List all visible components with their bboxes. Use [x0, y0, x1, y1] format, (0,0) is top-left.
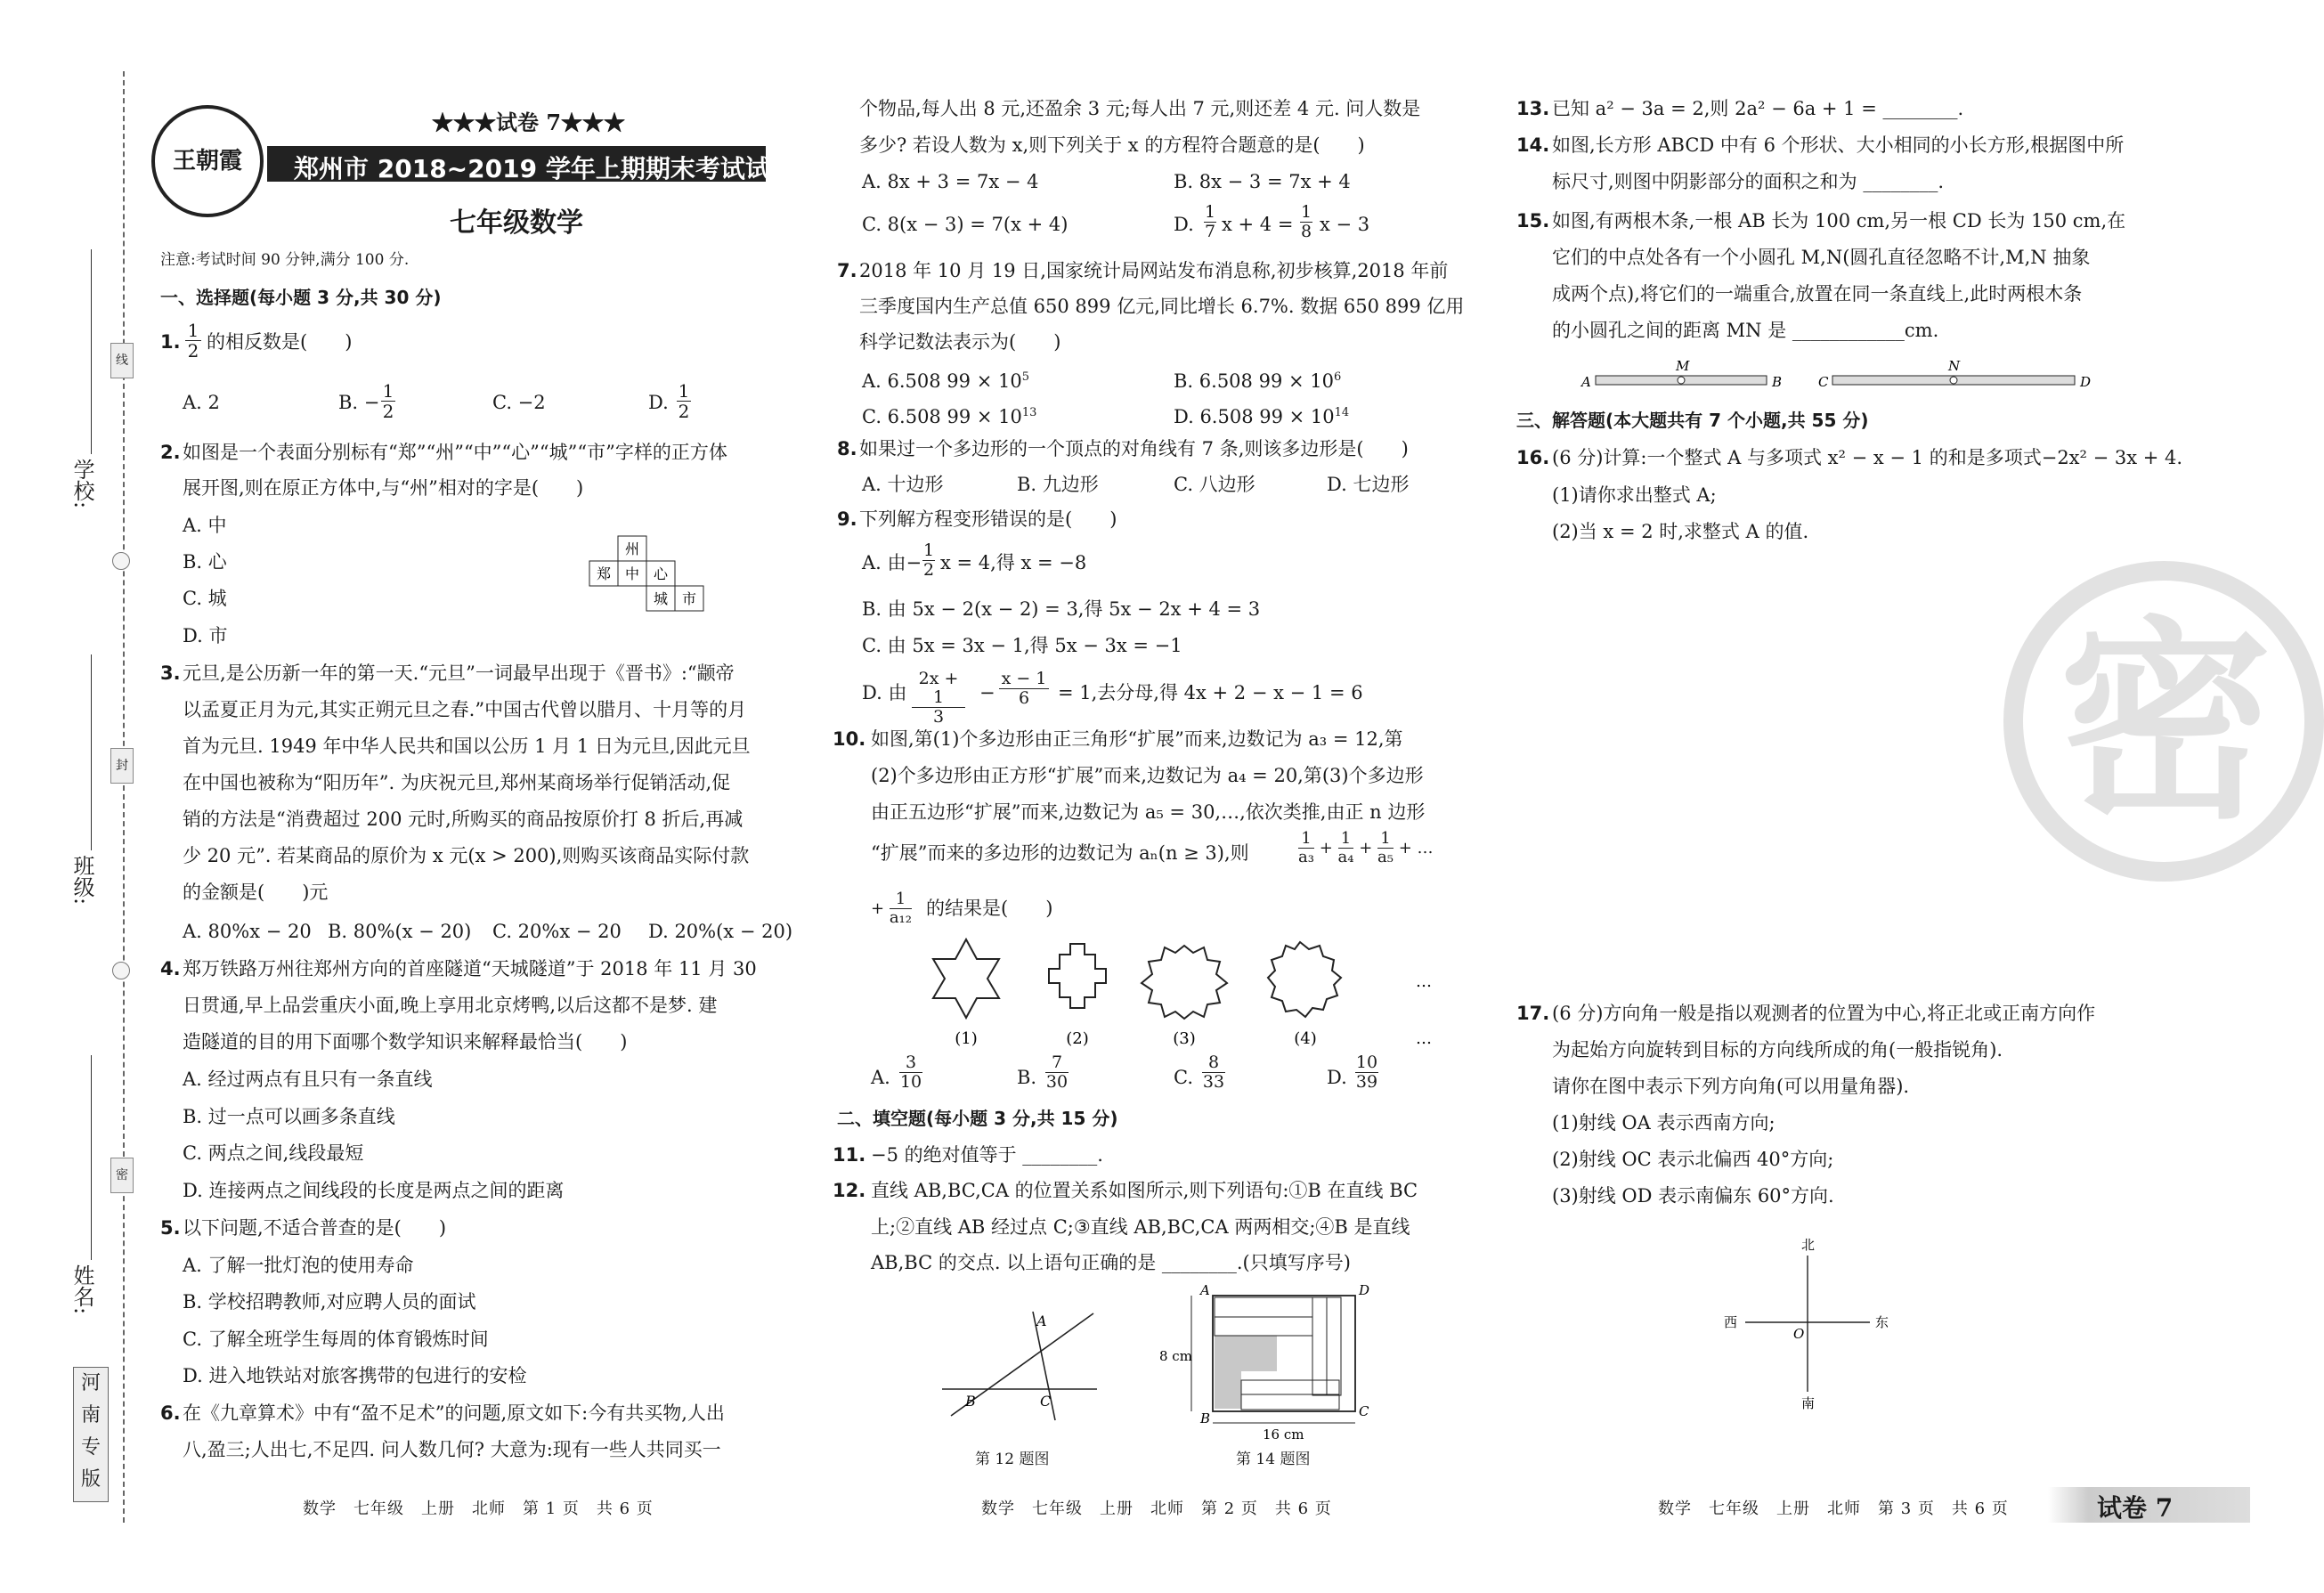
q11-number: 11. [833, 1144, 866, 1166]
net-cell-cheng: 城 [653, 590, 669, 607]
region-char: 河 [80, 1372, 101, 1394]
q10-tail: 的结果是( ) [926, 898, 1053, 919]
q14-number: 14. [1516, 134, 1550, 156]
q9-text: 下列解方程变形错误的是( ) [859, 508, 1117, 530]
q15-number: 15. [1516, 210, 1550, 232]
q9-d-fraction-2: x − 1 6 [999, 670, 1049, 708]
q8-option-a: A. 十边形 [862, 474, 944, 495]
q2-option-d: D. 市 [183, 625, 228, 646]
polygon-label-1: (1) [955, 1029, 978, 1048]
q1-text: 的相反数是( ) [207, 331, 353, 353]
q3-number: 3. [160, 662, 181, 684]
q15-line-4: 的小圆孔之间的距离 MN 是 ____________cm. [1552, 320, 1939, 341]
q1-frac-den: 2 [187, 340, 199, 362]
net-cell-zhong: 中 [624, 565, 640, 582]
name-label: 姓名: [69, 1264, 94, 1315]
q2-option-c: C. 城 [183, 588, 227, 609]
series-label: ★★★试卷 7★★★ [432, 110, 626, 135]
net-cell-xin: 心 [653, 565, 669, 582]
net-cell-shi: 市 [681, 590, 697, 607]
q15-line-2: 它们的中点处各有一个小圆孔 M,N(圆孔直径忽略不计,M,N 抽象 [1552, 247, 2091, 268]
fig12-lines [935, 1304, 1104, 1429]
net-cell-zheng: 郑 [596, 565, 612, 582]
q10-option-a: A. [871, 1067, 890, 1088]
svg-text:A: A [1581, 374, 1591, 390]
q2-line-2: 展开图,则在原正方体中,与“州”相对的字是( ) [183, 477, 584, 499]
q3-line-2: 以孟夏正月为元,其实正朔元旦之春.”中国古代曾以腊月、十月等的月 [183, 699, 747, 720]
school-fill-line [91, 249, 92, 454]
q13-text: 已知 a² − 3a = 2,则 2a² − 6a + 1 = ________. [1552, 98, 1964, 119]
q10-option-c: C. [1174, 1067, 1193, 1088]
q6-d-frac-2: 1 8 [1300, 202, 1312, 241]
q12-line-2: 上;②直线 AB 经过点 C;③直线 AB,BC,CA 两两相交;④B 是直线 [871, 1216, 1410, 1238]
svg-text:C: C [1359, 1403, 1369, 1419]
q15-line-3: 成两个点),将它们的一端重合,放置在同一条直线上,此时两根木条 [1552, 283, 2083, 305]
q8-option-c: C. 八边形 [1174, 474, 1255, 495]
expanded-triangle [933, 939, 999, 1018]
q6-number: 6. [160, 1402, 181, 1424]
region-char: 版 [80, 1468, 101, 1491]
polygon-label-ellipsis: … [1416, 1029, 1432, 1048]
q7-line-3: 科学记数法表示为( ) [859, 331, 1061, 353]
q15-line-1: 如图,有两根木条,一根 AB 长为 100 cm,另一根 CD 长为 150 cm,在 [1552, 210, 2126, 232]
q10-b-frac: 7 30 [1045, 1053, 1069, 1092]
svg-text:N: N [1948, 358, 1961, 374]
region-char: 南 [80, 1404, 101, 1426]
q12-number: 12. [833, 1180, 866, 1201]
q4-line-1: 郑万铁路万州往郑州方向的首座隧道“天城隧道”于 2018 年 11 月 30 [183, 958, 757, 979]
q1-fraction [185, 321, 201, 361]
q17-line-6: (3)射线 OD 表示南偏东 60°方向. [1552, 1185, 1834, 1207]
q10-sum-terms: $\frac{1}{\text{a₃}}$ + $\frac{1}{\text{a₄}}$ + $\frac{1}{\text{a₅}}$ + … [1298, 829, 1434, 866]
q7-option-b: B. 6.508 $99 \times 10^6$ [1174, 370, 1342, 392]
exam-title: 郑州市 2018~2019 学年上期期末考试试题卷 [294, 154, 820, 183]
q3-line-4: 在中国也被称为“阳历年”. 为庆祝元旦,郑州某商场举行促销活动,促 [183, 772, 731, 793]
q13-number: 13. [1516, 98, 1550, 119]
q1-d-frac-num: 1 [678, 380, 690, 402]
exam-notice: 注意:考试时间 90 分钟,满分 100 分. [160, 251, 410, 269]
q2-line-1: 如图是一个表面分别标有“郑”“州”“中”“心”“城”“市”字样的正方体 [183, 442, 727, 463]
q3-line-3: 首为元旦. 1949 年中华人民共和国以公历 1 月 1 日为元旦,因此元旦 [183, 736, 751, 757]
q9-option-d: D. 由 [862, 682, 907, 703]
q1-b-frac-den: 2 [382, 401, 394, 422]
svg-text:A: A [1200, 1282, 1210, 1298]
q3-line-5: 销的方法是“消费超过 200 元时,所购买的商品按原价打 8 折后,再减 [183, 809, 744, 830]
q5-option-d: D. 进入地铁站对旅客携带的包进行的安检 [183, 1365, 527, 1386]
name-fill-line [91, 1055, 92, 1260]
q6-d-frac-1: 1 7 [1204, 202, 1216, 241]
section-2-heading: 二、填空题(每小题 3 分,共 15 分) [837, 1108, 1118, 1129]
page-3-footer: 数学 七年级 上册 北师 第 3 页 共 6 页 [1658, 1500, 2009, 1518]
q1-d-fraction [677, 381, 691, 421]
q10-d-frac: 10 39 [1355, 1053, 1378, 1092]
page-2-footer: 数学 七年级 上册 北师 第 2 页 共 6 页 [981, 1500, 1332, 1518]
q9-d-minus: − [979, 682, 995, 703]
expanded-hexagon [1268, 942, 1341, 1017]
region-badge [73, 1367, 109, 1502]
q16-line-3: (2)当 x = 2 时,求整式 A 的值. [1552, 521, 1809, 542]
q1-option-b: B. − [338, 392, 380, 413]
q4-option-d: D. 连接两点之间线段的长度是两点之间的距离 [183, 1180, 565, 1201]
q2-number: 2. [160, 442, 181, 463]
q6-option-b: B. 8x − 3 = 7x + 4 [1174, 171, 1351, 192]
q6-d-mid: x + 4 = [1222, 214, 1294, 235]
q12-line-3: AB,BC 的交点. 以上语句正确的是 ________.(只填写序号) [871, 1252, 1351, 1273]
svg-text:16 cm: 16 cm [1263, 1426, 1304, 1443]
q7-number: 7. [837, 260, 857, 281]
q5-option-c: C. 了解全班学生每周的体育锻炼时间 [183, 1329, 489, 1350]
svg-text:B: B [965, 1393, 976, 1410]
q17-line-4: (1)射线 OA 表示西南方向; [1552, 1112, 1776, 1134]
net-cell-zhou: 州 [624, 540, 640, 557]
q6-d-tail: x − 3 [1320, 214, 1370, 235]
secret-watermark: 密 [2003, 561, 2324, 882]
q14-line-2: 标尺寸,则图中阴影部分的面积之和为 ________. [1552, 171, 1945, 192]
section-3-heading: 三、解答题(本大题共有 7 个小题,共 55 分) [1516, 410, 1869, 431]
polygon-ellipsis: … [1416, 972, 1432, 991]
q7-option-a: A. 6.508 $99 \times 10^5$ [862, 370, 1029, 392]
q16-line-1: (6 分)计算:一个整式 A 与多项式 x² − x − 1 的和是多项式−2x² − 3x + 4. [1552, 447, 2183, 468]
svg-text:M: M [1676, 358, 1690, 374]
line-mark: 线 [110, 343, 134, 378]
svg-text:C: C [1040, 1393, 1052, 1410]
q3-option-c: C. 20%x − 20 [492, 921, 622, 942]
q6-option-d: D. [1174, 214, 1194, 235]
logo-text: 王朝霞 [172, 148, 242, 175]
q12-line-1: 直线 AB,BC,CA 的位置关系如图所示,则下列语句:①B 在直线 BC [871, 1180, 1418, 1201]
q6-d-frac1-num: 1 [1204, 202, 1216, 222]
q10-option-b: B. [1017, 1067, 1037, 1088]
q2-option-b: B. 心 [183, 551, 227, 573]
q4-number: 4. [160, 958, 181, 979]
q3-option-b: B. 80%(x − 20) [328, 921, 472, 942]
q15-sticks-figure [1576, 356, 2092, 394]
q6-line-2: 八,盈三;人出七,不足四. 问人数几何? 大意为:现有一些人共同买一 [183, 1439, 721, 1460]
fig12-caption: 第 12 题图 [975, 1451, 1050, 1468]
binding-dashed-line [123, 71, 125, 1523]
section-1-heading: 一、选择题(每小题 3 分,共 30 分) [160, 287, 442, 308]
polygon-label-2: (2) [1066, 1029, 1089, 1048]
q4-line-3: 造隧道的目的用下面哪个数学知识来解释最恰当( ) [183, 1031, 628, 1053]
q16-line-2: (1)请你求出整式 A; [1552, 484, 1717, 506]
svg-text:B: B [1772, 374, 1783, 390]
seal-circle-1 [112, 552, 130, 570]
q1-option-a: A. 2 [183, 392, 220, 413]
q1-frac-num: 1 [185, 321, 201, 341]
q14-line-1: 如图,长方形 ABCD 中有 6 个形状、大小相同的小长方形,根据图中所 [1552, 134, 2125, 156]
q17-line-1: (6 分)方向角一般是指以观测者的位置为中心,将正北或正南方向作 [1552, 1003, 2096, 1024]
compass-origin: O [1793, 1326, 1805, 1342]
q10-polygons-figure [917, 935, 1451, 1051]
q10-number: 10. [833, 728, 866, 750]
q9-a-fraction: 1 2 [922, 540, 935, 580]
q1-b-fraction [381, 381, 395, 421]
q1-d-frac-den: 2 [678, 401, 690, 422]
q4-line-2: 日贯通,早上品尝重庆小面,晚上享用北京烤鸭,以后这都不是梦. 建 [183, 995, 718, 1016]
q9-d-fraction-1: 2x + 1 3 [912, 670, 965, 727]
seal-mark: 封 [110, 748, 134, 784]
q8-option-b: B. 九边形 [1017, 474, 1099, 495]
q9-option-c: C. 由 5x = 3x − 1,得 5x − 3x = −1 [862, 635, 1182, 656]
publisher-logo [151, 105, 264, 217]
compass-figure [1719, 1233, 1897, 1411]
fig14-caption: 第 14 题图 [1236, 1451, 1311, 1468]
svg-text:B: B [1200, 1410, 1211, 1426]
fig14-rectangle [1158, 1282, 1380, 1443]
q1-option-c: C. −2 [492, 392, 546, 413]
svg-text:D: D [1359, 1282, 1370, 1298]
q3-line-7: 的金额是( )元 [183, 882, 329, 903]
q8-option-d: D. 七边形 [1327, 474, 1410, 495]
q17-number: 17. [1516, 1003, 1550, 1024]
q7-line-1: 2018 年 10 月 19 日,国家统计局网站发布消息称,初步核算,2018 年前 [859, 260, 1449, 281]
expanded-square [1049, 944, 1106, 1008]
q3-option-a: A. 80%x − 20 [183, 921, 312, 942]
region-char: 专 [80, 1436, 101, 1459]
q1-b-frac-num: 1 [382, 380, 394, 402]
q5-text: 以下问题,不适合普查的是( ) [183, 1217, 447, 1239]
q6-option-c: C. 8(x − 3) = 7(x + 4) [862, 214, 1069, 235]
q9-d-tail: = 1,去分母,得 4x + 2 − x − 1 = 6 [1058, 682, 1363, 703]
cube-net-figure [588, 534, 703, 623]
svg-text:8 cm: 8 cm [1159, 1348, 1192, 1364]
polygon-label-4: (4) [1294, 1029, 1317, 1048]
q11-text: −5 的绝对值等于 ________. [871, 1144, 1103, 1166]
q10-last-term: + $\frac{1}{\text{a₁₂}}$ [871, 890, 912, 927]
q8-text: 如果过一个多边形的一个顶点的对角线有 7 条,则该多边形是( ) [859, 438, 1409, 459]
q8-number: 8. [837, 438, 857, 459]
school-label: 学校: [69, 459, 94, 509]
compass-south: 南 [1801, 1395, 1816, 1411]
q2-option-a: A. 中 [183, 515, 227, 536]
class-label: 班级: [69, 855, 94, 906]
q10-line-2: (2)个多边形由正方形“扩展”而来,边数记为 a₄ = 20,第(3)个多边形 [871, 765, 1424, 786]
q5-number: 5. [160, 1217, 181, 1239]
q10-line-4: “扩展”而来的多边形的边数记为 aₙ(n ≥ 3),则 [871, 842, 1249, 864]
seal-circle-2 [112, 962, 130, 979]
expanded-pentagon [1142, 946, 1227, 1019]
q4-option-a: A. 经过两点有且只有一条直线 [183, 1069, 433, 1090]
compass-east: 东 [1875, 1314, 1889, 1330]
q6-cont-line-1: 个物品,每人出 8 元,还盈余 3 元;每人出 7 元,则还差 4 元. 问人数是 [859, 98, 1421, 119]
q3-line-1: 元旦,是公历新一年的第一天.“元旦”一词最早出现于《晋书》:“颛帝 [183, 662, 735, 684]
q9-option-b: B. 由 5x − 2(x − 2) = 3,得 5x − 2x + 4 = 3 [862, 598, 1261, 620]
q4-option-b: B. 过一点可以画多条直线 [183, 1106, 395, 1127]
q4-option-c: C. 两点之间,线段最短 [183, 1142, 364, 1164]
q3-line-6: 少 20 元”. 若某商品的原价为 x 元(x > 200),则购买该商品实际付款 [183, 845, 750, 866]
q10-line-3: 由正五边形“扩展”而来,边数记为 a₅ = 30,…,依次类推,由正 n 边形 [871, 801, 1426, 823]
polygon-label-3: (3) [1173, 1029, 1196, 1048]
q5-option-b: B. 学校招聘教师,对应聘人员的面试 [183, 1291, 476, 1313]
q3-option-d: D. 20%(x − 20) [648, 921, 793, 942]
q10-a-frac: 3 10 [899, 1053, 922, 1092]
q6-line-1: 在《九章算术》中有“盈不足术”的问题,原文如下:今有共买物,人出 [183, 1402, 725, 1424]
class-fill-line [91, 654, 92, 850]
q7-option-c: C. 6.508 $99 \times 10^{13}$ [862, 406, 1037, 427]
svg-text:C: C [1818, 374, 1829, 390]
q9-a-tail: x = 4,得 x = −8 [940, 552, 1087, 573]
svg-text:A: A [1036, 1313, 1047, 1329]
q1-option-d: D. [648, 392, 669, 413]
q10-option-d: D. [1327, 1067, 1347, 1088]
q5-option-a: A. 了解一批灯泡的使用寿命 [183, 1255, 414, 1276]
q7-option-d: D. 6.508 $99 \times 10^{14}$ [1174, 406, 1350, 427]
q1-number: 1. [160, 331, 181, 353]
subject-title: 七年级数学 [450, 207, 583, 239]
q9-option-a: A. 由− [862, 552, 922, 573]
compass-north: 北 [1801, 1237, 1816, 1253]
secret-mark: 密 [110, 1158, 134, 1193]
q9-number: 9. [837, 508, 857, 530]
q7-line-2: 三季度国内生产总值 650 899 亿元,同比增长 6.7%. 数据 650 899 亿用 [859, 296, 1465, 317]
q10-c-frac: 8 33 [1202, 1053, 1225, 1092]
page-1-footer: 数学 七年级 上册 北师 第 1 页 共 6 页 [303, 1500, 654, 1518]
q17-line-3: 请你在图中表示下列方向角(可以用量角器). [1552, 1076, 1910, 1097]
q10-line-1: 如图,第(1)个多边形由正三角形“扩展”而来,边数记为 a₃ = 12,第 [871, 728, 1403, 750]
compass-west: 西 [1724, 1314, 1738, 1330]
q6-option-a: A. 8x + 3 = 7x − 4 [862, 171, 1039, 192]
svg-text:D: D [2080, 374, 2092, 390]
exam-tag: 试卷 7 [2097, 1493, 2174, 1523]
q16-number: 16. [1516, 447, 1550, 468]
q6-cont-line-2: 多少? 若设人数为 x,则下列关于 x 的方程符合题意的是( ) [859, 134, 1365, 156]
q17-line-2: 为起始方向旋转到目标的方向线所成的角(一般指锐角). [1552, 1039, 2003, 1061]
q17-line-5: (2)射线 OC 表示北偏西 40°方向; [1552, 1149, 1834, 1170]
